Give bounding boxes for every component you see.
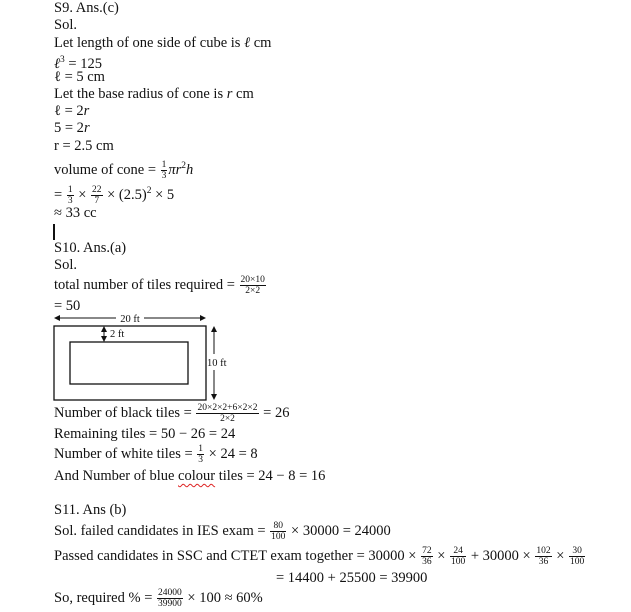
- text: Passed candidates in SSC and CTET exam together = 30000 ×: [54, 548, 421, 564]
- numerator: 1: [161, 160, 167, 171]
- s9-eq2: ℓ = 5 cm: [54, 69, 105, 85]
- text: Let the base radius of cone is: [54, 86, 227, 102]
- denominator: 36: [538, 557, 549, 568]
- denominator: 100: [570, 557, 585, 568]
- width-label: 20 ft: [120, 314, 140, 325]
- s9-heading: S9. Ans.(c): [54, 0, 119, 16]
- denominator: 3: [161, 171, 167, 182]
- s9-eq5: r = 2.5 cm: [54, 138, 114, 154]
- s10-blue-tiles: [54, 468, 325, 485]
- fraction: [450, 546, 466, 567]
- denominator: 2×2: [245, 286, 261, 297]
- s9-approx: ≈ 33 cc: [54, 205, 97, 221]
- text: × 5: [151, 187, 175, 203]
- inner-rectangle: [70, 342, 188, 384]
- text: =: [54, 187, 66, 203]
- text: And Number of blue: [54, 468, 179, 484]
- s9-cube-line: [54, 35, 271, 52]
- text: = 125: [64, 56, 102, 72]
- text: So, required % =: [54, 590, 157, 606]
- denominator: 7: [94, 196, 100, 207]
- text: volume of cone =: [54, 162, 160, 178]
- text: total number of tiles required =: [54, 277, 239, 293]
- fraction: [161, 160, 168, 181]
- text: 5 = 2: [54, 120, 84, 136]
- fraction: [240, 275, 266, 296]
- numerator: 20×2×2+6×2×2: [197, 403, 258, 414]
- s9-eq4: [54, 120, 90, 137]
- fraction: [67, 185, 74, 206]
- numerator: 80: [270, 521, 286, 532]
- text: Let length of one side of cube is: [54, 35, 245, 51]
- numerator: 24: [450, 546, 466, 557]
- s9-volume-formula: [54, 155, 193, 181]
- text: × (2.5): [103, 187, 147, 203]
- denominator: 2×2: [220, 414, 235, 425]
- var: πr: [168, 162, 182, 178]
- var: r: [83, 120, 90, 136]
- var: r: [83, 103, 90, 119]
- text: × 100 ≈ 60%: [183, 590, 263, 606]
- s11-heading: S11. Ans (b): [54, 502, 127, 518]
- text: cm: [232, 86, 254, 102]
- margin-label: 2 ft: [110, 329, 125, 340]
- fraction: [196, 403, 258, 424]
- fraction: [197, 444, 204, 465]
- s9-eq3: [54, 103, 89, 120]
- numerator: 102: [536, 546, 551, 557]
- s10-sol-label: Sol.: [54, 257, 77, 273]
- s10-white-tiles: [54, 442, 258, 466]
- text: cm: [250, 35, 272, 51]
- s9-sol-label: Sol.: [54, 17, 77, 33]
- text: = 26: [259, 405, 290, 421]
- s10-heading: S10. Ans.(a): [54, 240, 127, 256]
- fraction: [535, 546, 551, 567]
- text-cursor: [53, 224, 55, 240]
- exponent: 3: [60, 55, 65, 65]
- s9-cone-line: [54, 86, 254, 103]
- var: ℓ: [54, 56, 61, 72]
- text: Sol. failed candidates in IES exam =: [54, 523, 270, 539]
- numerator: 22: [92, 185, 102, 196]
- text: × 24 = 8: [205, 446, 258, 462]
- fraction: [270, 521, 286, 542]
- s10-tiles-result: = 50: [54, 298, 81, 314]
- var: r: [226, 86, 233, 102]
- fraction: [569, 546, 585, 567]
- numerator: 24000: [158, 588, 182, 599]
- text: ×: [74, 187, 90, 203]
- fraction: [421, 546, 433, 567]
- denominator: 3: [67, 196, 73, 207]
- denominator: 39900: [158, 599, 182, 610]
- spellcheck-word: colour: [178, 468, 216, 484]
- text: ×: [433, 548, 449, 564]
- numerator: 72: [422, 546, 432, 557]
- var: ℓ: [244, 35, 251, 51]
- text: Number of black tiles =: [54, 405, 196, 421]
- s10-black-tiles: [54, 400, 289, 426]
- text: ℓ = 2: [54, 103, 84, 119]
- s11-failed: [54, 518, 391, 544]
- s11-passed: [54, 543, 586, 569]
- text: tiles = 24 − 8 = 16: [215, 468, 326, 484]
- var: h: [186, 162, 194, 178]
- text: Number of white tiles =: [54, 446, 197, 462]
- s9-calc: [54, 180, 174, 206]
- outer-rectangle: [54, 326, 206, 400]
- exponent: 2: [146, 186, 152, 196]
- denominator: 100: [271, 532, 286, 543]
- s10-tiles-formula: [54, 272, 267, 298]
- floor-diagram: [50, 312, 240, 402]
- denominator: 3: [198, 455, 204, 466]
- s11-required: [54, 585, 263, 611]
- fraction: [157, 588, 183, 609]
- numerator: 20×10: [240, 275, 265, 286]
- s11-sum: = 14400 + 25500 = 39900: [276, 570, 428, 586]
- text: + 30000 ×: [467, 548, 535, 564]
- text: × 30000 = 24000: [287, 523, 391, 539]
- numerator: 30: [569, 546, 585, 557]
- text: ×: [552, 548, 569, 564]
- denominator: 100: [451, 557, 466, 568]
- numerator: 1: [198, 444, 204, 455]
- denominator: 36: [422, 557, 432, 568]
- exponent: 2: [181, 161, 187, 171]
- s10-remaining: Remaining tiles = 50 − 26 = 24: [54, 426, 236, 442]
- numerator: 1: [67, 185, 73, 196]
- fraction: [91, 185, 103, 206]
- height-label: 10 ft: [207, 358, 227, 369]
